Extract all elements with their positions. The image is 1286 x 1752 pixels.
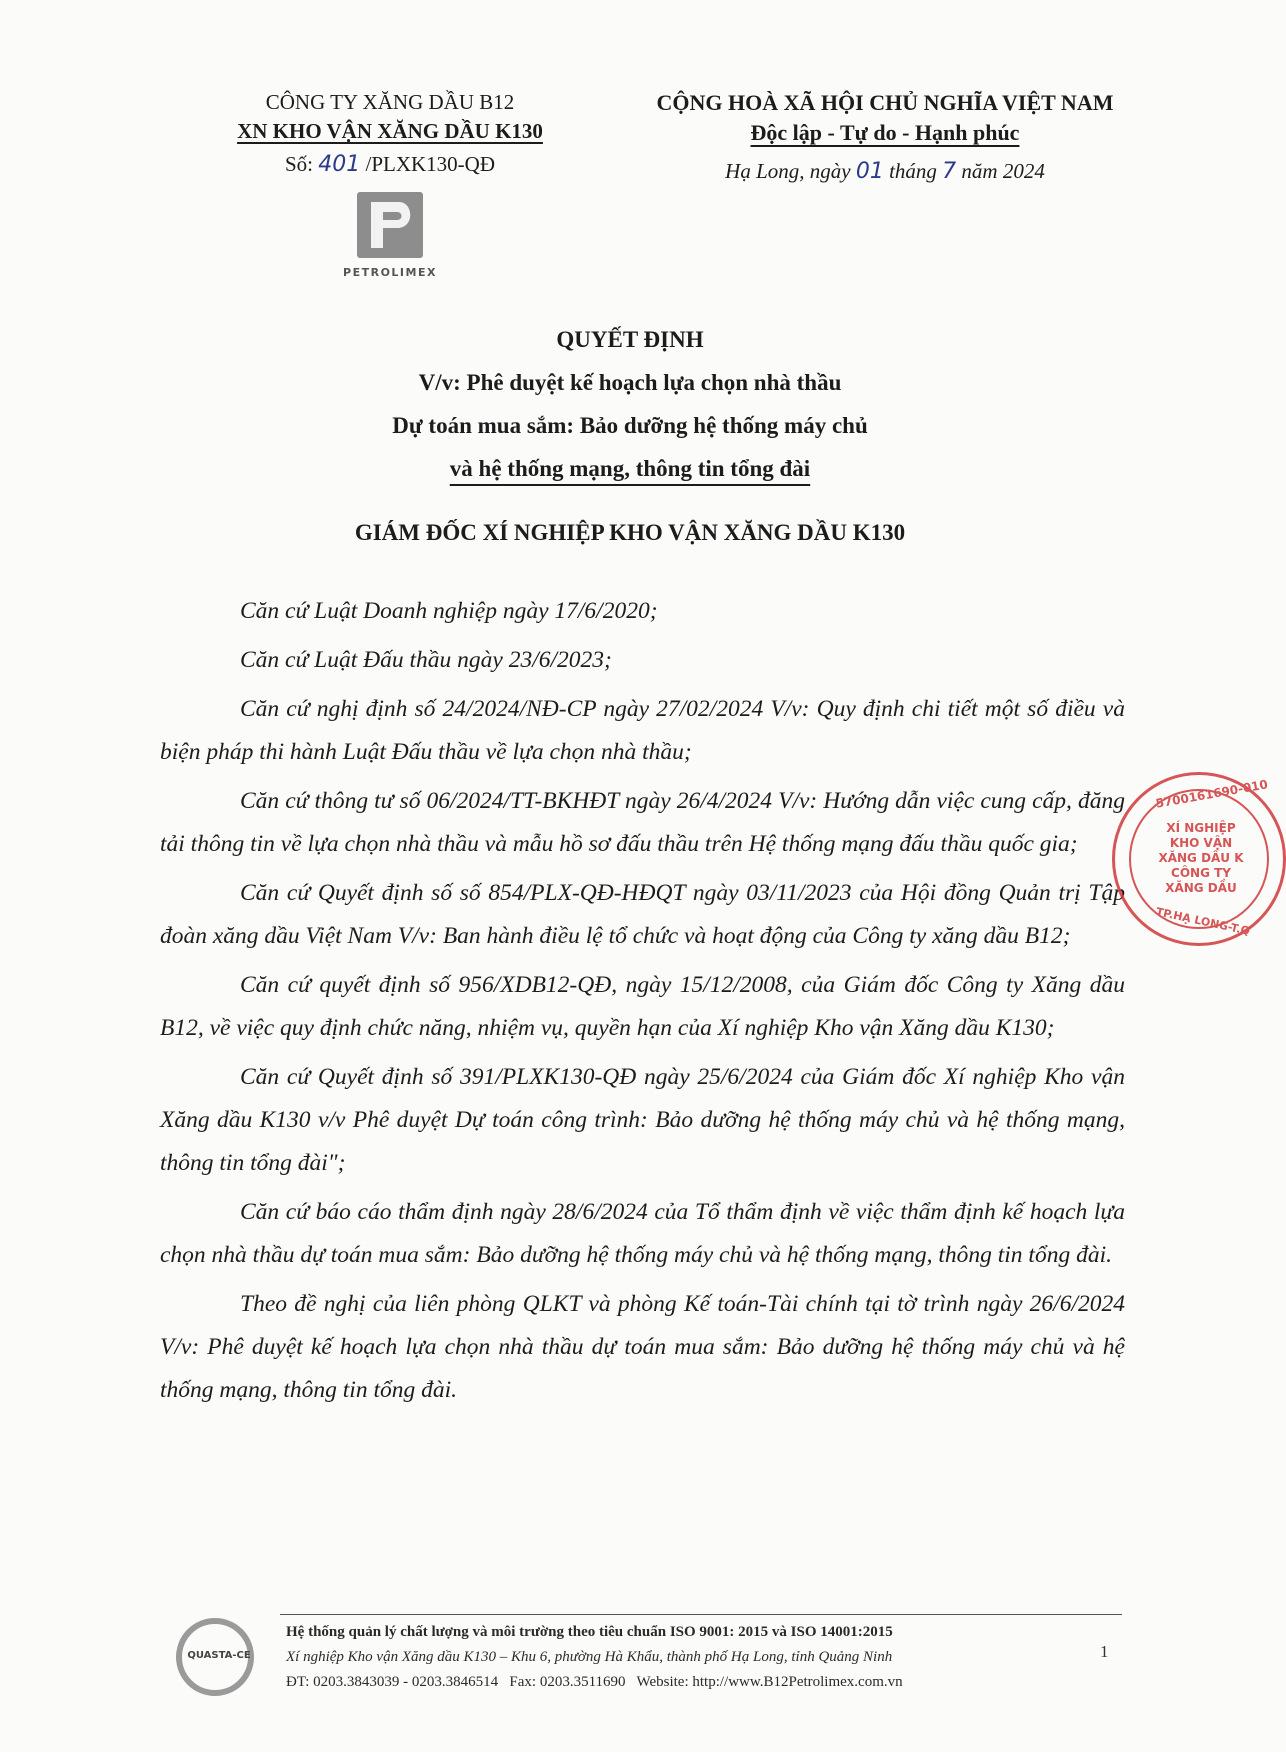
basis-paragraph: Căn cứ Luật Doanh nghiệp ngày 17/6/2020; [240, 598, 658, 624]
date-place: Hạ Long, ngày [725, 159, 851, 183]
footer-iso: Hệ thống quản lý chất lượng và môi trường theo tiêu chuẩn ISO 9001: 2015 và ISO 14001:2015 [286, 1624, 893, 1640]
footer-contacts: ĐT: 0203.3843039 - 0203.3846514 Fax: 0203.3511690 Website: http://www.B12Petrolimex.com.vn [286, 1674, 903, 1690]
parent-company-name: CÔNG TY XĂNG DẦU B12 [265, 90, 515, 114]
seal-line: XÍ NGHIỆP [1166, 821, 1236, 835]
basis-paragraph: Căn cứ thông tư số 06/2024/TT-BKHĐT ngày 26/4/2024 V/v: Hướng dẫn việc cung cấp, đăng tải thông tin về lựa chọn nhà thầu và mẫu hồ sơ đấu thầu trên Hệ thống mạng đấu thầu quốc gia; [160, 788, 1125, 857]
number-suffix: /PLXK130-QĐ [365, 152, 495, 176]
director-heading: GIÁM ĐỐC XÍ NGHIỆP KHO VẬN XĂNG DẦU K130 [354, 520, 906, 545]
footer-address: Xí nghiệp Kho vận Xăng dầu K130 – Khu 6, phường Hà Khẩu, thành phố Hạ Long, tỉnh Quảng Ninh [286, 1649, 893, 1665]
seal-line: XĂNG DẦU [1165, 881, 1237, 895]
decision-subject-1: V/v: Phê duyệt kế hoạch lựa chọn nhà thầu [418, 370, 842, 395]
enterprise-name: XN KHO VẬN XĂNG DẦU K130 [237, 119, 543, 143]
quasta-logo-icon [176, 1618, 254, 1696]
petrolimex-logo [330, 192, 450, 279]
decision-subject-3: và hệ thống mạng, thông tin tổng đài [449, 456, 811, 481]
basis-paragraph: Căn cứ Quyết định số 391/PLXK130-QĐ ngày 25/6/2024 của Giám đốc Xí nghiệp Kho vận Xăng dầu K130 v/v Phê duyệt Dự toán công trình: Bảo dưỡng hệ thống máy chủ và hệ thống mạng, thông tin tổng đài"; [160, 1064, 1125, 1176]
header-left [190, 88, 590, 179]
basis-paragraph: Căn cứ Luật Đấu thầu ngày 23/6/2023; [240, 647, 612, 673]
seal-city: TP.HẠ LONG-T.Q [1154, 905, 1252, 938]
handwritten-number: 401 [318, 152, 361, 177]
national-motto: Độc lập - Tự do - Hạnh phúc [750, 120, 1020, 145]
country-name: CỘNG HOÀ XÃ HỘI CHỦ NGHĨA VIỆT NAM [656, 90, 1114, 115]
footer [286, 1620, 1116, 1695]
company-seal [1112, 772, 1286, 946]
basis-paragraph: Căn cứ nghị định số 24/2024/NĐ-CP ngày 27/02/2024 V/v: Quy định chi tiết một số điều và biện pháp thi hành Luật Đấu thầu về lựa chọn nhà thầu; [160, 696, 1125, 765]
basis-paragraph: Theo đề nghị của liên phòng QLKT và phòng Kế toán-Tài chính tại tờ trình ngày 26/6/2024 V/v: Phê duyệt kế hoạch lựa chọn nhà thầu dự toán mua sắm: Bảo dưỡng hệ thống máy chủ và hệ thống mạng, thông tin tổng đài. [160, 1291, 1125, 1403]
seal-text [1153, 821, 1249, 896]
issue-date [615, 156, 1155, 187]
handwritten-month: 7 [942, 159, 957, 184]
basis-paragraph: Căn cứ Quyết định số số 854/PLX-QĐ-HĐQT ngày 03/11/2023 của Hội đồng Quản trị Tập đoàn xăng dầu Việt Nam V/v: Ban hành điều lệ tổ chức và hoạt động của Công ty xăng dầu B12; [160, 880, 1125, 949]
footer-divider [280, 1614, 1122, 1615]
page-number: 1 [1100, 1642, 1109, 1661]
seal-code: 5700161690-010 [1154, 777, 1269, 811]
date-year: năm 2024 [961, 159, 1045, 183]
legal-basis [160, 590, 1125, 1418]
document-number [190, 150, 590, 179]
basis-paragraph: Căn cứ báo cáo thẩm định ngày 28/6/2024 của Tổ thẩm định về việc thẩm định kế hoạch lựa chọn nhà thầu dự toán mua sắm: Bảo dưỡng hệ thống máy chủ và hệ thống mạng, thông tin tổng đài. [160, 1199, 1125, 1268]
handwritten-day: 01 [855, 159, 884, 184]
seal-line: KHO VẬN [1169, 836, 1233, 850]
decision-title: QUYẾT ĐỊNH [556, 327, 704, 352]
header-right [615, 88, 1155, 187]
quasta-label: QUASTA-CE [187, 1650, 251, 1661]
basis-paragraph: Căn cứ quyết định số 956/XDB12-QĐ, ngày 15/12/2008, của Giám đốc Công ty Xăng dầu B12, về việc quy định chức năng, nhiệm vụ, quyền hạn của Xí nghiệp Kho vận Xăng dầu K130; [160, 972, 1125, 1041]
petrolimex-logo-icon [357, 192, 423, 258]
seal-line: XĂNG DẦU K [1158, 851, 1244, 865]
date-month-label: tháng [889, 159, 937, 183]
number-prefix: Số: [284, 152, 313, 176]
decision-subject-2: Dự toán mua sắm: Bảo dưỡng hệ thống máy chủ [392, 413, 868, 438]
decision-title-block [200, 318, 1060, 490]
seal-line: CÔNG TY [1171, 866, 1231, 880]
logo-label: PETROLIMEX [343, 266, 437, 279]
